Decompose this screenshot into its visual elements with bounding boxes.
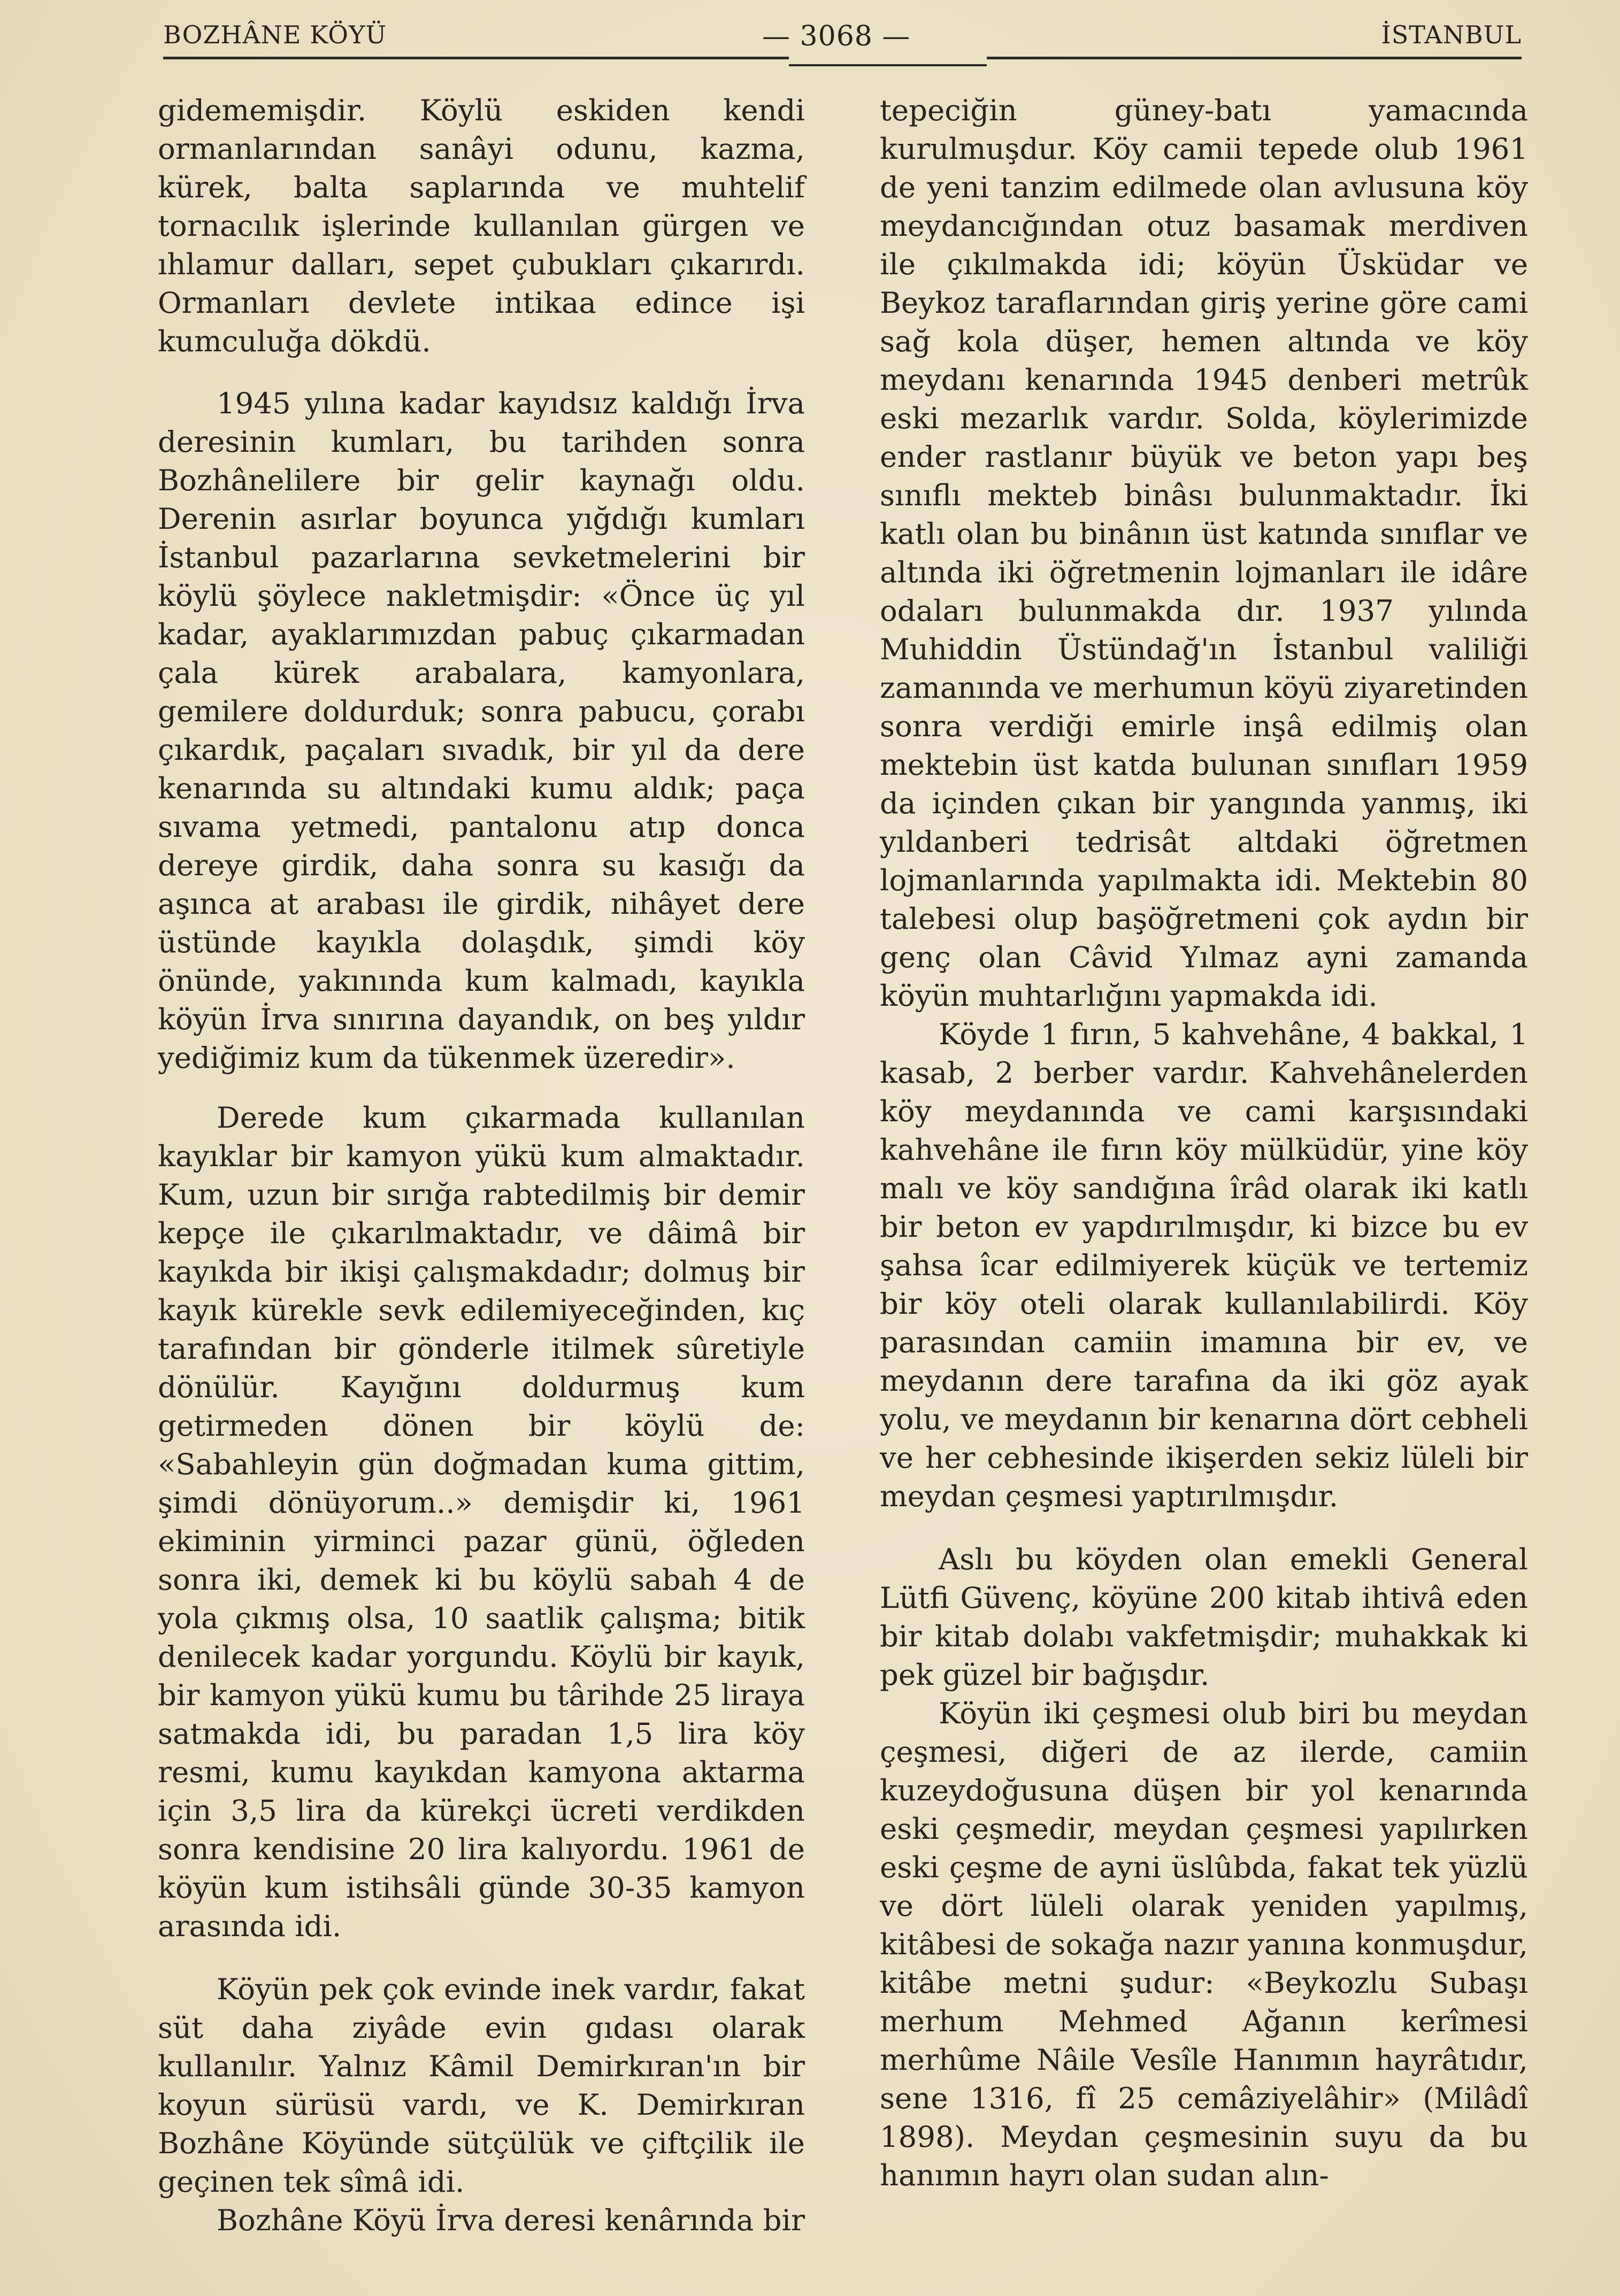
paragraph: Derede kum çıkarmada kullanılan kayıklar bir kamyon yükü kum almaktadır. Kum, uzun bir sırığa rabtedilmiş bir demir kepçe ile çıkarılmaktadır, ve dâimâ bir kayıkda bir ikişi çalışmakdadır; dolmuş bir kayık kürekle sevk edilemiyeceğinden, kıç tarafından bir gönderle itilmek sûretiyle dönülür. Kayığını doldurmuş kum getirmeden dönen bir köylü de: «Sabahleyin gün doğmadan kuma gittim, şimdi dönüyorum..» demişdir ki, 1961 ekiminin yirminci pazar günü, öğleden sonra iki, demek ki bu köylü sabah 4 de yola çıkmış olsa, 10 saatlik çalışma; bitik denilecek kadar yorgundu. Köylü bir kayık, bir kamyon yükü kumu bu târihde 25 liraya satmakda idi, bu paradan 1,5 lira köy resmi, kumu kayıkdan kamyona aktarma için 3,5 lira da kürekçi ücreti verdikden sonra kendisine 20 lira kalıyordu. 1961 de köyün kum istihsâli günde 30-35 kamyon arasında idi.: [158, 1100, 805, 1943]
paragraph: Köyün iki çeşmesi olub biri bu meydan çeşmesi, diğeri de az ilerde, camiin kuzeydoğusuna düşen bir yol kenarında eski çeşmedir, meydan çeşmesi yapılırken eski çeşme de ayni üslûbda, fakat tek yüzlü ve dört lüleli olarak yeniden yapılmış, kitâbesi de sokağa nazır yanına konmuşdur, kitâbe metni şudur: «Beykozlu Subaşı merhum Mehmed Ağanın kerîmesi merhûme Nâile Vesîle Hanımın hayrâtıdır, sene 1316, fî 25 cemâziyelâhir» (Milâdî 1898). Meydan çeşmesinin suyu da bu hanımın hayrı olan sudan alın-: [880, 1696, 1528, 2192]
paragraph: Köyün pek çok evinde inek vardır, fakat süt daha ziyâde evin gıdası olarak kullanılır. Yalnız Kâmil Demirkıran'ın bir koyun sürüsü vardı, ve K. Demirkıran Bozhâne Köyünde sütçülük ve çiftçilik ile geçinen tek sîmâ idi.: [158, 1972, 805, 2199]
header-village-name: BOZHÂNE KÖYÜ: [163, 20, 387, 49]
header-rule-left: [163, 57, 789, 59]
running-header: [163, 15, 1522, 58]
left-text-column: [158, 91, 805, 2239]
right-text-column: [880, 91, 1528, 2194]
header-city-name: İSTANBUL: [1381, 20, 1522, 49]
page-number: — 3068 —: [762, 20, 911, 52]
paragraph: Aslı bu köyden olan emekli General Lütfi Güvenç, köyüne 200 kitab ihtivâ eden bir kitab dolabı vakfetmişdir; muhakkak ki pek güzel bir bağışdır.: [880, 1542, 1528, 1692]
paragraph: gidememişdir. Köylü eskiden kendi ormanlarından sanâyi odunu, kazma, kürek, balta saplarında ve muhtelif tornacılık işlerinde kullanılan gürgen ve ıhlamur dalları, sepet çubukları çıkarırdı. Ormanları devlete intikaa edince işi kumculuğa dökdü.: [158, 93, 805, 358]
paragraph: Köyde 1 fırın, 5 kahvehâne, 4 bakkal, 1 kasab, 2 berber vardır. Kahvehânelerden köy meydanında ve cami karşısındaki kahvehâne ile fırın köy mülküdür, yine köy malı ve köy sandığına îrâd olarak iki katlı bir beton ev yapdırılmışdır, ki bizce bu ev şahsa îcar edilmiyerek küçük ve tertemiz bir köy oteli olarak kullanılabilirdi. Köy parasından camiin imamına bir ev, ve meydanın dere tarafına da iki göz ayak yolu, ve meydanın bir kenarına dört cebheli ve her cebhesinde ikişerden sekiz lüleli bir meydan çeşmesi yaptırılmışdır.: [880, 1017, 1528, 1513]
paragraph: Bozhâne Köyü İrva deresi kenârında bir: [217, 2203, 805, 2237]
header-rule-right: [987, 57, 1522, 59]
header-rule-center: [789, 64, 987, 66]
paragraph: 1945 yılına kadar kayıdsız kaldığı İrva deresinin kumları, bu tarihden sonra Bozhânelilere bir gelir kaynağı oldu. Derenin asırlar boyunca yığdığı kumları İstanbul pazarlarına sevketmelerini bir köylü şöylece nakletmişdir: «Önce üç yıl kadar, ayaklarımızdan pabuç çıkarmadan çala kürek arabalara, kamyonlara, gemilere doldurduk; sonra pabucu, çorabı çıkardık, paçaları sıvadık, bir yıl da dere kenarında su altındaki kumu aldık; paça sıvama yetmedi, pantalonu atıp donca dereye girdik, daha sonra su kasığı da aşınca at arabası ile girdik, nihâyet dere üstünde kayıkla dolaşdık, şimdi köy önünde, yakınında kum kalmadı, kayıkla köyün İrva sınırına dayandık, on beş yıldır yediğimiz kum da tükenmek üzeredir».: [158, 386, 805, 1075]
paragraph: tepeciğin güney-batı yamacında kurulmuşdur. Köy camii tepede olub 1961 de yeni tanzim edilmede olan avlusuna köy meydancığından otuz basamak merdiven ile çıkılmakda idi; köyün Üsküdar ve Beykoz taraflarından giriş yerine göre cami sağ kola düşer, hemen altında ve köy meydanı kenarında 1945 denberi metrûk eski mezarlık vardır. Solda, köylerimizde ender rastlanır büyük ve beton yapı beş sınıflı mekteb binâsı bulunmaktadır. İki katlı olan bu binânın üst katında sınıflar ve altında iki öğretmenin lojmanları ile idâre odaları bulunmakda dır. 1937 yılında Muhiddin Üstündağ'ın İstanbul valiliği zamanında ve merhumun köyü ziyaretinden sonra verdiği emirle inşâ edilmiş olan mektebin üst katda bulunan sınıfları 1959 da içinden çıkan bir yangında yanmış, iki yıldanberi tedrisât altdaki öğretmen lojmanlarında yapılmakta idi. Mektebin 80 talebesi olup başöğretmeni çok aydın bir genç olan Câvid Yılmaz ayni zamanda köyün muhtarlığını yapmakda idi.: [880, 93, 1528, 1013]
